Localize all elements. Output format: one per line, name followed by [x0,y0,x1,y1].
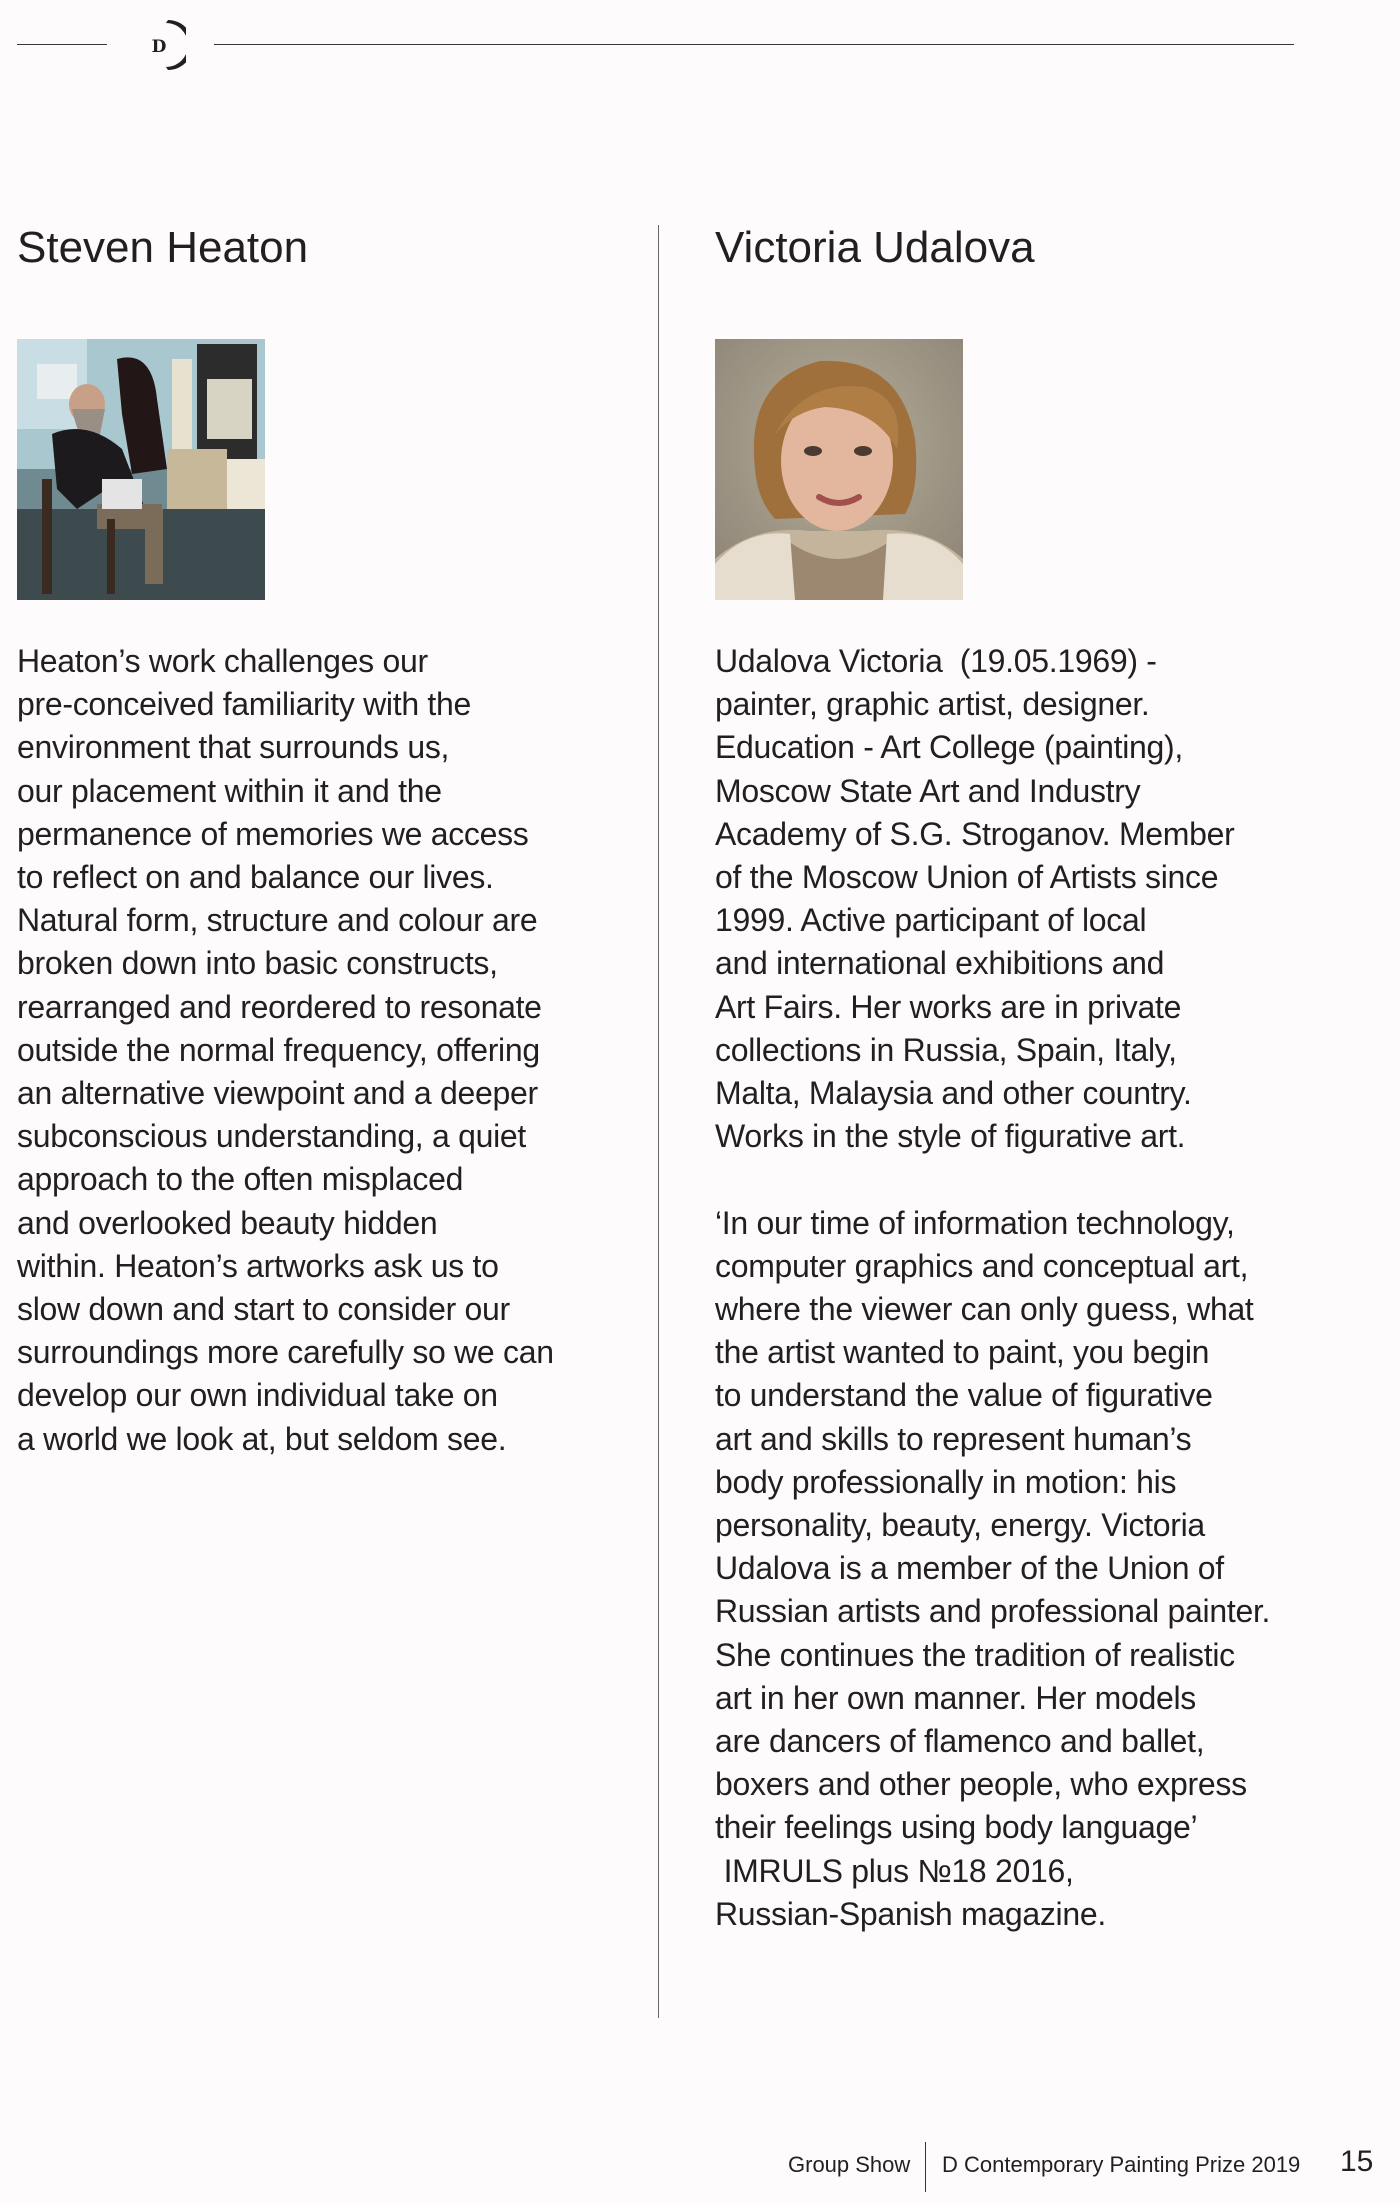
logo-letter: D [151,37,167,57]
artist-name: Victoria Udalova [715,223,1035,272]
header-rule-right [214,44,1294,45]
footer-separator [925,2142,926,2192]
page-number: 15 [1340,2145,1374,2178]
column-divider [658,225,659,2018]
artist-bio: Udalova Victoria (19.05.1969) - painter, graphic artist, designer. Education - Art College (painting), Moscow State Art and Industry Academy of S.G. Stroganov. Member of the Moscow Union of Artists since 1999. Active participant of local and international exhibitions and Art Fairs. Her works are in private collections in Russia, Spain, Italy, Malta, Malaysia and other country. Works in the style of figurative art. ‘In our time of information technology, computer graphics and conceptual art, where the viewer can only guess, what the artist wanted to paint, you begin to understand the value of figurative art and skills to represent human’s body professionally in motion: his personality, beauty, energy. Victoria Udalova is a member of the Union of Russian artists and professional painter. She continues the tradition of realistic art in her own manner. Her models are dancers of flamenco and ballet, boxers and other people, who express their feelings using body language’ IMRULS plus №18 2016, Russian-Spanish magazine. [715,643,1271,1932]
artist-bio: Heaton’s work challenges our pre-conceived familiarity with the environment that surrounds us, our placement within it and the permanence of memories we access to reflect on and balance our lives. Natural form, structure and colour are broken down into basic constructs, rearranged and reordered to resonate outside the normal frequency, offering an alternative viewpoint and a deeper subconscious understanding, a quiet approach to the often misplaced and overlooked beauty hidden within. Heaton’s artworks ask us to slow down and start to consider our surroundings more carefully so we can develop our own individual take on a world we look at, but seldom see. [17,643,554,1457]
d-logo-icon [132,14,186,76]
footer-section-label: Group Show [788,2152,911,2177]
artist-portrait-photo [715,339,963,600]
artist-name: Steven Heaton [17,223,309,272]
artist-in-studio-photo [17,339,265,600]
footer-publication-title: D Contemporary Painting Prize 2019 [942,2152,1301,2177]
header-rule-left [17,44,107,45]
